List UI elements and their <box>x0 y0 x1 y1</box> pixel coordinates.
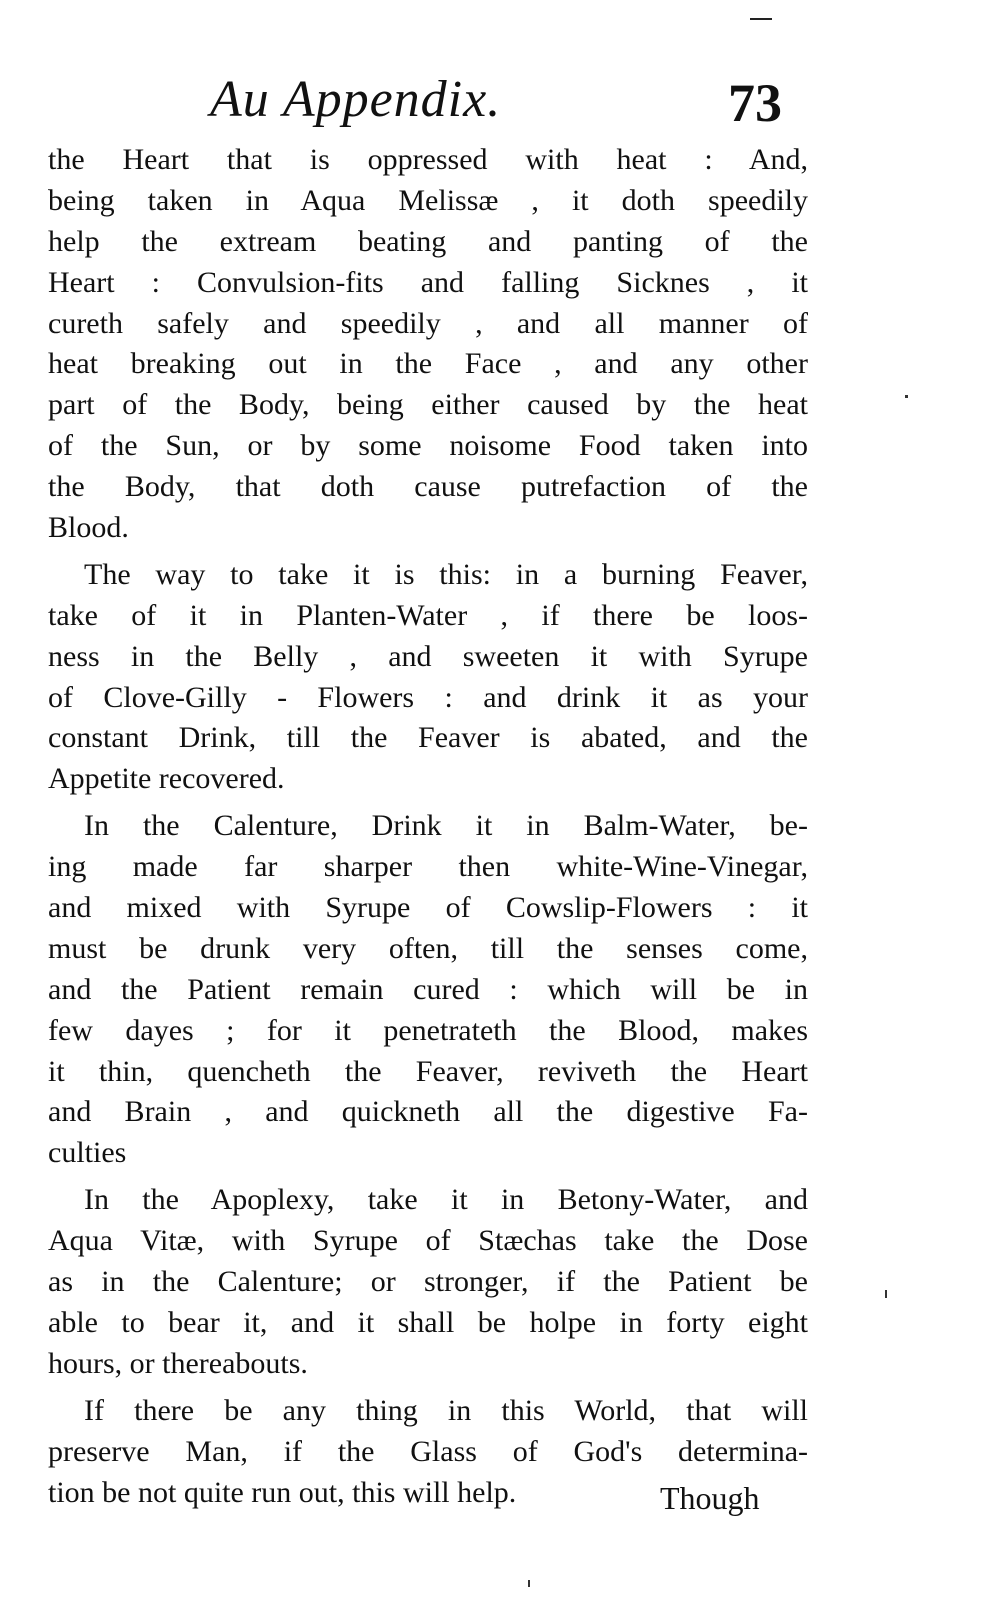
text-line: Blood. <box>48 511 129 545</box>
text-line: of Clove-Gilly - Flowers : and drink it as your <box>48 680 808 714</box>
paragraph-4 <box>48 1180 808 1384</box>
text-line: Appetite recovered. <box>48 762 285 796</box>
ink-speck <box>885 1290 887 1298</box>
ink-speck <box>528 1580 530 1587</box>
text-line: part of the Body, being either caused by the heat <box>48 388 808 422</box>
text-line: few dayes ; for it penetrateth the Blood, makes <box>48 1013 808 1047</box>
text-line: ness in the Belly , and sweeten it with Syrupe <box>48 639 808 673</box>
text-line: hours, or thereabouts. <box>48 1346 308 1380</box>
margin-dash-mark <box>750 18 772 20</box>
text-line: culties <box>48 1136 127 1170</box>
text-line: help the extream beating and panting of the <box>48 224 808 258</box>
ink-speck <box>905 395 908 398</box>
text-line: being taken in Aqua Melissæ , it doth speedily <box>48 183 808 217</box>
text-line: Heart : Convulsion-fits and falling Sicknes , it <box>48 265 808 299</box>
paragraph-3 <box>48 806 808 1174</box>
text-line: The way to take it is this: in a burning Feaver, <box>84 557 808 591</box>
paragraph-2 <box>48 555 808 800</box>
running-head: Au Appendix. <box>210 71 502 128</box>
text-line: ing made far sharper then white-Wine-Vinegar, <box>48 850 808 884</box>
text-line: preserve Man, if the Glass of God's determina- <box>48 1434 808 1468</box>
text-line: In the Apoplexy, take it in Betony-Water, and <box>84 1183 808 1217</box>
text-line: able to bear it, and it shall be holpe in forty eight <box>48 1305 808 1339</box>
catchword: Though <box>660 1480 760 1516</box>
text-line: as in the Calenture; or stronger, if the Patient be <box>48 1265 808 1299</box>
text-line: of the Sun, or by some noisome Food taken into <box>48 429 808 463</box>
text-line: it thin, quencheth the Feaver, reviveth the Heart <box>48 1054 808 1088</box>
page-number: 73 <box>728 73 782 133</box>
text-line: tion be not quite run out, this will help. <box>48 1475 517 1509</box>
text-line: the Body, that doth cause putrefaction of the <box>48 470 808 504</box>
text-line: must be drunk very often, till the senses come, <box>48 931 808 965</box>
body-text <box>48 140 808 1519</box>
paragraph-1 <box>48 140 808 549</box>
text-line: and mixed with Syrupe of Cowslip-Flowers : it <box>48 891 808 925</box>
text-line: take of it in Planten-Water , if there be loos- <box>48 598 808 632</box>
text-line: constant Drink, till the Feaver is abated, and the <box>48 721 808 755</box>
text-line: If there be any thing in this World, that will <box>84 1393 808 1427</box>
text-line: Aqua Vitæ, with Syrupe of Stæchas take the Dose <box>48 1224 808 1258</box>
text-line: In the Calenture, Drink it in Balm-Water, be- <box>84 809 808 843</box>
text-line: heat breaking out in the Face , and any other <box>48 347 808 381</box>
text-line: and the Patient remain cured : which will be in <box>48 972 808 1006</box>
text-line: cureth safely and speedily , and all manner of <box>48 306 808 340</box>
text-line: and Brain , and quickneth all the digestive Fa- <box>48 1095 808 1129</box>
text-line: the Heart that is oppressed with heat : And, <box>48 143 808 176</box>
